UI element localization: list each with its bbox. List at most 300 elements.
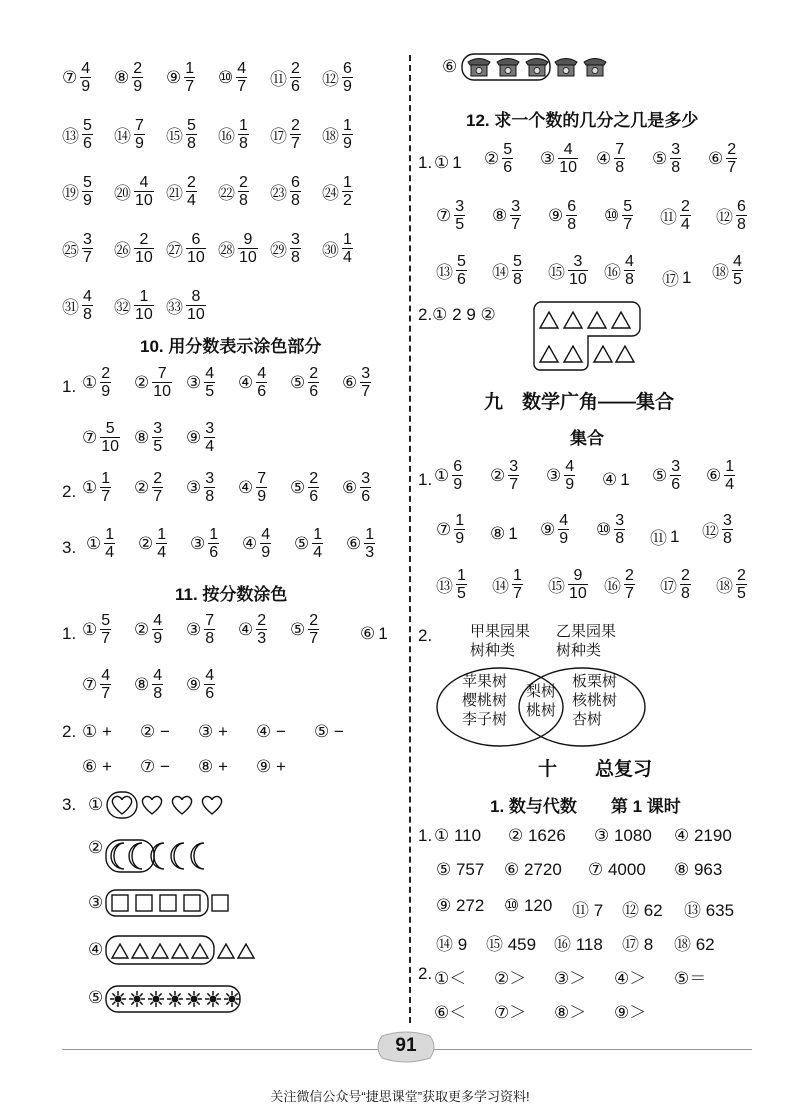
fraction-answer — [166, 60, 195, 95]
compare-answer: ⑧＞ — [554, 1003, 587, 1022]
fraction — [736, 567, 747, 602]
answer-item: ⑱ $\frac{4}{5}$ — [712, 253, 742, 288]
item-number: ⑩ — [596, 519, 612, 539]
fraction — [134, 117, 145, 152]
denominator: 10 — [187, 306, 205, 323]
fraction — [342, 231, 353, 266]
fraction-answer — [270, 231, 301, 266]
chapter-9-title: 九 数学广角——集合 — [484, 392, 675, 413]
denominator: 7 — [511, 216, 521, 233]
numerator: 1 — [105, 526, 115, 543]
fraction-answer — [270, 60, 301, 95]
triangle-icon — [594, 346, 612, 362]
item-number: ㉘ — [218, 241, 235, 260]
fraction — [204, 365, 215, 400]
denominator: 9 — [257, 488, 267, 505]
numerator: 3 — [205, 420, 215, 437]
fraction — [100, 612, 111, 647]
fraction — [100, 365, 111, 400]
crescent-icon — [129, 843, 142, 869]
denominator: 8 — [83, 306, 92, 323]
number-answer: ② 1626 — [508, 826, 566, 845]
chapter-9-subtitle: 集合 — [570, 429, 604, 448]
denominator: 6 — [309, 488, 319, 505]
item-number: ⑬ — [436, 263, 453, 282]
compare-answer: ②＞ — [494, 969, 527, 988]
fraction — [308, 470, 319, 505]
denominator: 10 — [153, 383, 172, 400]
item-number: ⑭ — [114, 127, 131, 146]
denominator: 7 — [509, 476, 519, 493]
numerator: 2 — [239, 174, 248, 191]
numerator: 5 — [101, 612, 111, 629]
fraction-answer — [548, 567, 588, 602]
sun-icon — [148, 991, 164, 1007]
denominator: 5 — [737, 585, 746, 602]
numerator: 3 — [615, 512, 625, 529]
fraction — [204, 612, 215, 647]
fraction — [204, 470, 215, 505]
fraction-answer — [186, 420, 215, 455]
item-number: ⑧ — [134, 674, 150, 694]
crescent-icon — [151, 843, 164, 869]
item-number: ⑧ — [492, 205, 508, 225]
fraction-answer — [548, 253, 588, 288]
phones-figure — [460, 52, 616, 82]
denominator: 4 — [157, 544, 167, 561]
sign-answer: ⑧ + — [198, 757, 228, 776]
triangle-icon — [112, 944, 128, 958]
fraction — [236, 60, 247, 95]
fraction — [152, 420, 163, 455]
fraction — [558, 512, 569, 547]
question-1-label: 1. — [418, 153, 433, 172]
fraction — [736, 198, 747, 233]
denominator: 3 — [365, 544, 375, 561]
fraction — [364, 526, 375, 561]
denominator: 5 — [153, 438, 163, 455]
fraction-answer — [702, 512, 733, 547]
denominator: 9 — [559, 530, 569, 547]
numerator: 4 — [563, 141, 573, 158]
denominator: 8 — [513, 271, 522, 288]
numerator: 1 — [239, 117, 248, 134]
item-number: ㉛ — [62, 298, 79, 317]
numerator: 5 — [187, 117, 196, 134]
fraction — [360, 365, 371, 400]
footer-note: 关注微信公众号“捷思课堂”获取更多学习资料! — [270, 1089, 530, 1104]
fraction-answer — [134, 667, 163, 702]
fraction — [152, 470, 163, 505]
item-number: ③ — [190, 533, 206, 553]
denominator: 10 — [135, 249, 153, 266]
fraction — [342, 174, 353, 209]
fraction — [342, 60, 353, 95]
item-number: ② — [484, 148, 500, 168]
section-11-title: 11. 按分数涂色 — [175, 585, 288, 604]
denominator: 9 — [565, 476, 575, 493]
fraction — [512, 567, 523, 602]
denominator: 8 — [205, 488, 215, 505]
fraction-answer — [540, 512, 569, 547]
fraction — [256, 612, 267, 647]
numerator: 2 — [187, 174, 196, 191]
numerator: 2 — [133, 60, 143, 77]
denominator: 9 — [453, 476, 463, 493]
fraction-answer — [82, 612, 111, 647]
numerator: 7 — [615, 141, 625, 158]
fraction — [508, 458, 519, 493]
fraction — [134, 174, 154, 209]
fraction — [722, 512, 733, 547]
denominator: 8 — [625, 271, 634, 288]
fraction — [100, 470, 111, 505]
fraction — [100, 420, 120, 455]
numerator: 3 — [509, 458, 519, 475]
denominator: 7 — [727, 159, 737, 176]
suns-figure — [104, 984, 264, 1014]
fraction — [82, 117, 93, 152]
number-answer: ① 110 — [434, 826, 482, 845]
fraction-answer — [436, 512, 465, 547]
fraction-answer — [548, 198, 577, 233]
item-number: ④ — [242, 533, 258, 553]
fraction — [614, 512, 625, 547]
fraction-answer — [660, 567, 691, 602]
fraction-answer — [716, 567, 747, 602]
compare-answer: ⑥＜ — [434, 1003, 467, 1022]
fraction-answer — [114, 117, 145, 152]
denominator: 9 — [343, 78, 352, 95]
item-number: ⑲ — [62, 184, 79, 203]
numerator: 2 — [681, 567, 690, 584]
telephone-icon — [526, 59, 548, 77]
numerator: 3 — [361, 365, 371, 382]
question-1-label: 1. — [418, 470, 433, 489]
heart-icon — [142, 796, 161, 814]
sun-icon — [167, 991, 183, 1007]
number-answer: ⑥ 2720 — [504, 860, 562, 879]
item-number: ④ — [238, 619, 254, 639]
numerator: 1 — [725, 458, 735, 475]
fraction-answer — [114, 174, 154, 209]
fraction — [342, 117, 353, 152]
numerator: 3 — [291, 231, 300, 248]
item-number: ⑦ — [436, 205, 452, 225]
fraction-answer — [166, 117, 197, 152]
fraction-answer — [484, 141, 513, 176]
fraction — [452, 458, 463, 493]
number-answer: ④ 2190 — [674, 826, 732, 845]
fraction — [454, 198, 465, 233]
numerator: 3 — [723, 512, 732, 529]
item-number: ⑦ — [436, 519, 452, 539]
denominator: 6 — [83, 135, 92, 152]
fraction — [238, 117, 249, 152]
numerator: 2 — [727, 141, 737, 158]
denominator: 8 — [615, 159, 625, 176]
numerator: 2 — [101, 365, 111, 382]
item-number: ⑯ — [604, 263, 621, 282]
question-3-label: 3. — [62, 538, 77, 557]
sign-answer: ⑨ + — [256, 757, 286, 776]
item-mark: ② — [88, 838, 104, 857]
item-number: ㉝ — [166, 298, 183, 317]
number-answer: ⑩ 120 — [504, 896, 553, 915]
number-answer: ⑬ 635 — [684, 901, 735, 920]
fraction-answer — [604, 253, 635, 288]
denominator: 7 — [101, 488, 111, 505]
item-number: ⑥ — [706, 465, 722, 485]
telephone-icons — [468, 59, 606, 77]
fraction — [156, 526, 167, 561]
fraction-answer — [114, 231, 154, 266]
item-number: ⑤ — [290, 619, 306, 639]
item-number: ⑯ — [604, 577, 621, 596]
item-number: ③ — [186, 477, 202, 497]
denominator: 6 — [257, 383, 267, 400]
fraction — [152, 365, 172, 400]
question-2-label: 2. — [418, 626, 433, 645]
denominator: 9 — [261, 544, 271, 561]
fraction-answer — [134, 365, 172, 400]
numerator: 4 — [559, 512, 569, 529]
item-number: ② — [134, 372, 150, 392]
item-number: ③ — [186, 372, 202, 392]
fraction — [260, 526, 271, 561]
denominator: 4 — [205, 438, 215, 455]
numerator: 1 — [457, 567, 466, 584]
telephone-icon — [584, 59, 606, 77]
item-number: ⑱ — [322, 127, 339, 146]
fraction — [100, 667, 111, 702]
denominator: 3 — [257, 630, 267, 647]
number-answer: ⑭ 9 — [436, 935, 468, 954]
item-number: ⑥ — [346, 533, 362, 553]
item-mark: ③ — [88, 893, 104, 912]
set-a-label: 甲果园果 树种类 — [470, 623, 531, 659]
item-number: ⑪ — [660, 208, 677, 227]
denominator: 8 — [239, 192, 248, 209]
fraction-answer — [186, 365, 215, 400]
section-10-title: 10. 用分数表示涂色部分 — [140, 337, 322, 356]
numerator: 3 — [205, 470, 215, 487]
crescent-icon — [191, 843, 204, 869]
item-number: ㉑ — [166, 184, 183, 203]
sun-icon — [186, 991, 202, 1007]
triangle-icon — [564, 312, 582, 328]
triangles-figure — [104, 934, 264, 966]
item-number: ⑫ — [702, 522, 719, 541]
denominator: 8 — [615, 530, 625, 547]
fraction — [290, 117, 301, 152]
item-number: ⑤ — [290, 372, 306, 392]
denominator: 7 — [309, 630, 319, 647]
numerator: 1 — [513, 567, 522, 584]
denominator: 8 — [737, 216, 746, 233]
numerator: 6 — [291, 174, 300, 191]
fraction — [152, 667, 163, 702]
fraction — [82, 231, 93, 266]
numerator: 3 — [455, 198, 465, 215]
item-number: ⑨ — [540, 519, 556, 539]
numerator: 4 — [205, 365, 215, 382]
question-2-label: 2. — [62, 722, 77, 741]
item-number: ㉕ — [62, 241, 79, 260]
denominator: 8 — [567, 216, 577, 233]
answer-item: ④ 1 — [602, 470, 630, 489]
denominator: 7 — [101, 685, 111, 702]
item-number: ㉒ — [218, 184, 235, 203]
fraction-answer — [138, 526, 167, 561]
fraction — [256, 470, 267, 505]
numerator: 4 — [153, 667, 163, 684]
fraction-answer — [62, 231, 93, 266]
denominator: 9 — [343, 135, 352, 152]
numerator: 2 — [291, 117, 300, 134]
denominator: 9 — [101, 383, 111, 400]
fraction-answer — [218, 231, 258, 266]
denominator: 5 — [457, 585, 466, 602]
fraction-answer — [492, 567, 523, 602]
denominator: 6 — [205, 685, 215, 702]
denominator: 2 — [343, 192, 352, 209]
fraction-answer — [604, 567, 635, 602]
answer-item: ⑪ 1 — [650, 526, 680, 548]
fraction-answer — [134, 420, 163, 455]
column-divider — [409, 55, 411, 1023]
heart-icon — [112, 796, 131, 814]
fraction — [256, 365, 267, 400]
numerator: 4 — [205, 667, 215, 684]
answer-item: ① 1 — [434, 153, 462, 172]
item-number: ③ — [186, 619, 202, 639]
fraction-answer — [660, 198, 691, 233]
page-number-badge — [376, 1030, 436, 1064]
fraction — [624, 253, 635, 288]
item-number: ㉙ — [270, 241, 287, 260]
square-icon — [212, 895, 228, 911]
item-number: ⑫ — [322, 70, 339, 89]
section-12-title: 12. 求一个数的几分之几是多少 — [466, 111, 699, 130]
fraction — [680, 198, 691, 233]
item-number: ⑩ — [604, 205, 620, 225]
fraction — [624, 567, 635, 602]
numerator: 1 — [185, 60, 195, 77]
fraction-answer — [270, 174, 301, 209]
fraction-answer — [62, 288, 93, 323]
square-icon — [160, 895, 176, 911]
denominator: 9 — [135, 135, 144, 152]
fraction-answer — [652, 141, 681, 176]
number-answer: ⑪ 7 — [572, 901, 604, 920]
item-number: ㉓ — [270, 184, 287, 203]
numerator: 4 — [565, 458, 575, 475]
item-number: ⑩ — [218, 67, 234, 87]
numerator: 3 — [83, 231, 92, 248]
item-number: ① — [434, 465, 450, 485]
item-number: ② — [138, 533, 154, 553]
fraction-answer — [218, 60, 247, 95]
fraction — [186, 117, 197, 152]
fraction-answer — [166, 174, 197, 209]
question-2-label: 2. — [418, 964, 433, 983]
fraction-answer — [82, 420, 120, 455]
fraction-answer — [238, 365, 267, 400]
number-answer: ⑨ 272 — [436, 896, 485, 915]
numerator: 4 — [257, 365, 267, 382]
denominator: 8 — [291, 249, 300, 266]
fraction — [290, 174, 301, 209]
fraction-answer — [322, 60, 353, 95]
fraction — [566, 198, 577, 233]
question-1-label: 1. — [62, 624, 77, 643]
fraction-answer — [134, 470, 163, 505]
denominator: 10 — [239, 249, 257, 266]
left-only-list: 苹果树 樱桃树 李子树 — [462, 673, 508, 728]
heart-icon — [202, 796, 221, 814]
fraction-answer — [186, 470, 215, 505]
item-number: ⑧ — [114, 67, 130, 87]
numerator: 2 — [309, 612, 319, 629]
denominator: 9 — [83, 192, 92, 209]
item-number: ⑦ — [82, 427, 98, 447]
denominator: 7 — [623, 216, 633, 233]
numerator: 1 — [365, 526, 375, 543]
fraction — [456, 567, 467, 602]
fraction — [82, 174, 93, 209]
denominator: 8 — [187, 135, 196, 152]
numerator: 3 — [153, 420, 163, 437]
denominator: 4 — [105, 544, 115, 561]
question-2-label: 2. — [62, 482, 77, 501]
fraction-answer — [238, 612, 267, 647]
fraction — [568, 567, 588, 602]
numerator: 7 — [157, 365, 167, 382]
item-number: ㉔ — [322, 184, 339, 203]
item-number: ⑤ — [294, 533, 310, 553]
sun-icon — [129, 991, 145, 1007]
numerator: 4 — [625, 253, 634, 270]
fraction-answer — [82, 365, 111, 400]
square-icon — [184, 895, 200, 911]
denominator: 6 — [457, 271, 466, 288]
crescent-icon — [171, 843, 184, 869]
item-number: ⑳ — [114, 184, 131, 203]
item-number: ㉖ — [114, 241, 131, 260]
fraction-answer — [436, 253, 467, 288]
fraction — [134, 231, 154, 266]
sun-icon — [110, 991, 126, 1007]
numerator: 3 — [671, 141, 681, 158]
fraction-answer — [546, 458, 575, 493]
triangle-icon — [540, 346, 558, 362]
fraction-answer — [186, 667, 215, 702]
denominator: 4 — [681, 216, 690, 233]
compare-answer: ⑦＞ — [494, 1003, 527, 1022]
denominator: 5 — [455, 216, 465, 233]
fraction-answer — [346, 526, 375, 561]
sign-answer: ⑥ + — [82, 757, 112, 776]
numerator: 1 — [313, 526, 323, 543]
numerator: 7 — [205, 612, 215, 629]
denominator: 4 — [313, 544, 323, 561]
sign-answer: ① + — [82, 722, 112, 741]
denominator: 9 — [133, 78, 143, 95]
fraction-answer — [492, 198, 521, 233]
item-number: ⑭ — [492, 577, 509, 596]
question-1-label: 1. — [418, 826, 433, 845]
